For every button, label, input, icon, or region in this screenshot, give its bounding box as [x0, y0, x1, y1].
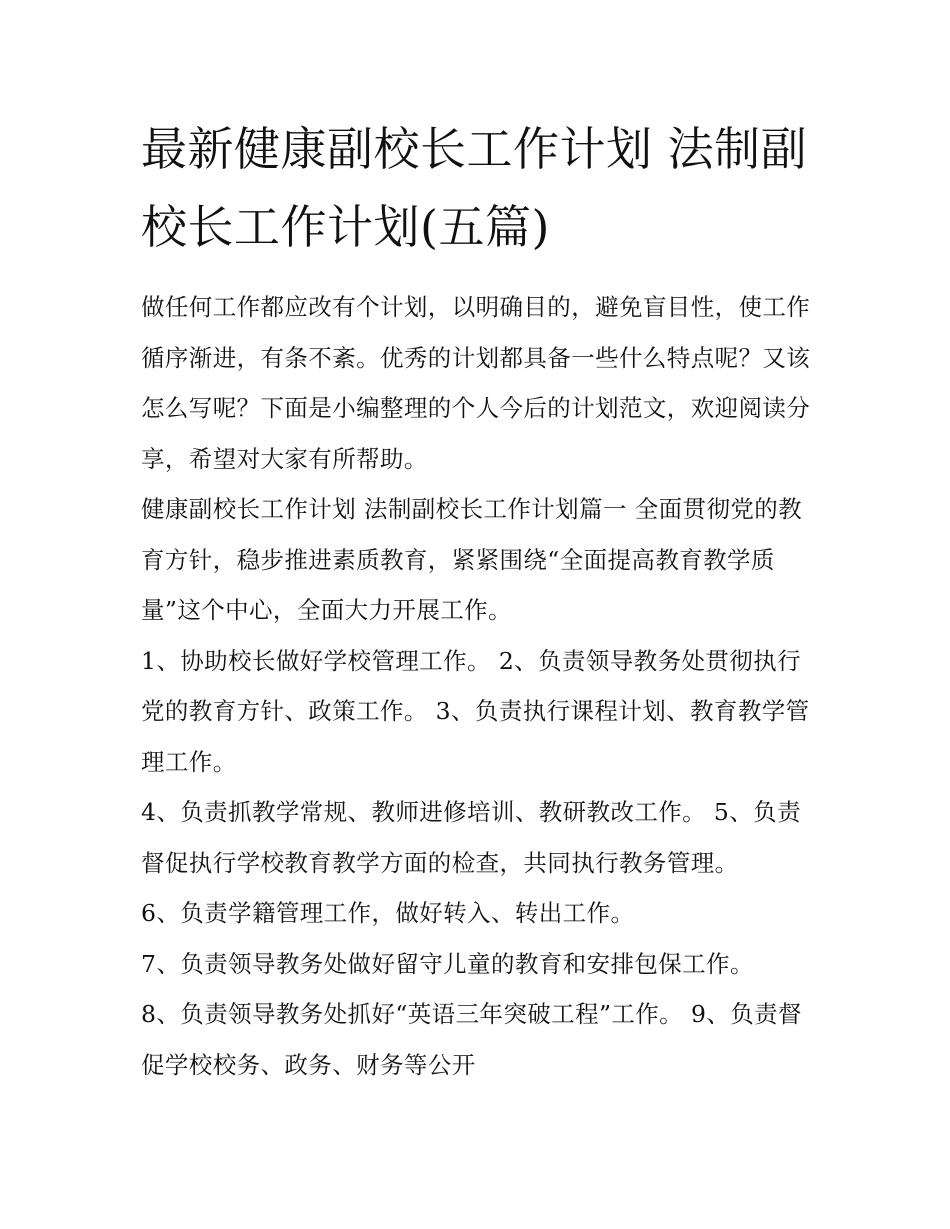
intro-paragraph: 做任何工作都应改有个计划，以明确目的，避免盲目性，使工作循序渐进，有条不紊。优秀的计划都具备一些什么特点呢？又该怎么写呢？下面是小编整理的个人今后的计划范文，欢迎阅读分享，希望对大家有所帮助。 — [141, 293, 811, 473]
document-body — [141, 110, 821, 1090]
duty-paragraph-4: 7、负责领导教务处做好留守儿童的教育和安排包保工作。 — [141, 949, 754, 978]
document-title: 最新健康副校长工作计划 法制副校长工作计划(五篇) — [141, 122, 808, 254]
duty-paragraph-1: 1、协助校长做好学校管理工作。 2、负责领导教务处贯彻执行党的教育方针、政策工作。 3、负责执行课程计划、教育教学管理工作。 — [141, 646, 810, 776]
section-paragraph-1: 健康副校长工作计划 法制副校长工作计划篇一 全面贯彻党的教育方针，稳步推进素质教育，紧紧围绕“全面提高教育教学质量”这个中心，全面大力开展工作。 — [141, 495, 803, 624]
duty-paragraph-2: 4、负责抓教学常规、教师进修培训、教研教改工作。 5、负责督促执行学校教育教学方面的检查，共同执行教务管理。 — [141, 798, 801, 877]
duty-paragraph-5: 8、负责领导教务处抓好“英语三年突破工程”工作。 9、负责督促学校校务、政务、财务等公开 — [141, 1000, 802, 1079]
duty-paragraph-3: 6、负责学籍管理工作，做好转入、转出工作。 — [141, 899, 635, 927]
